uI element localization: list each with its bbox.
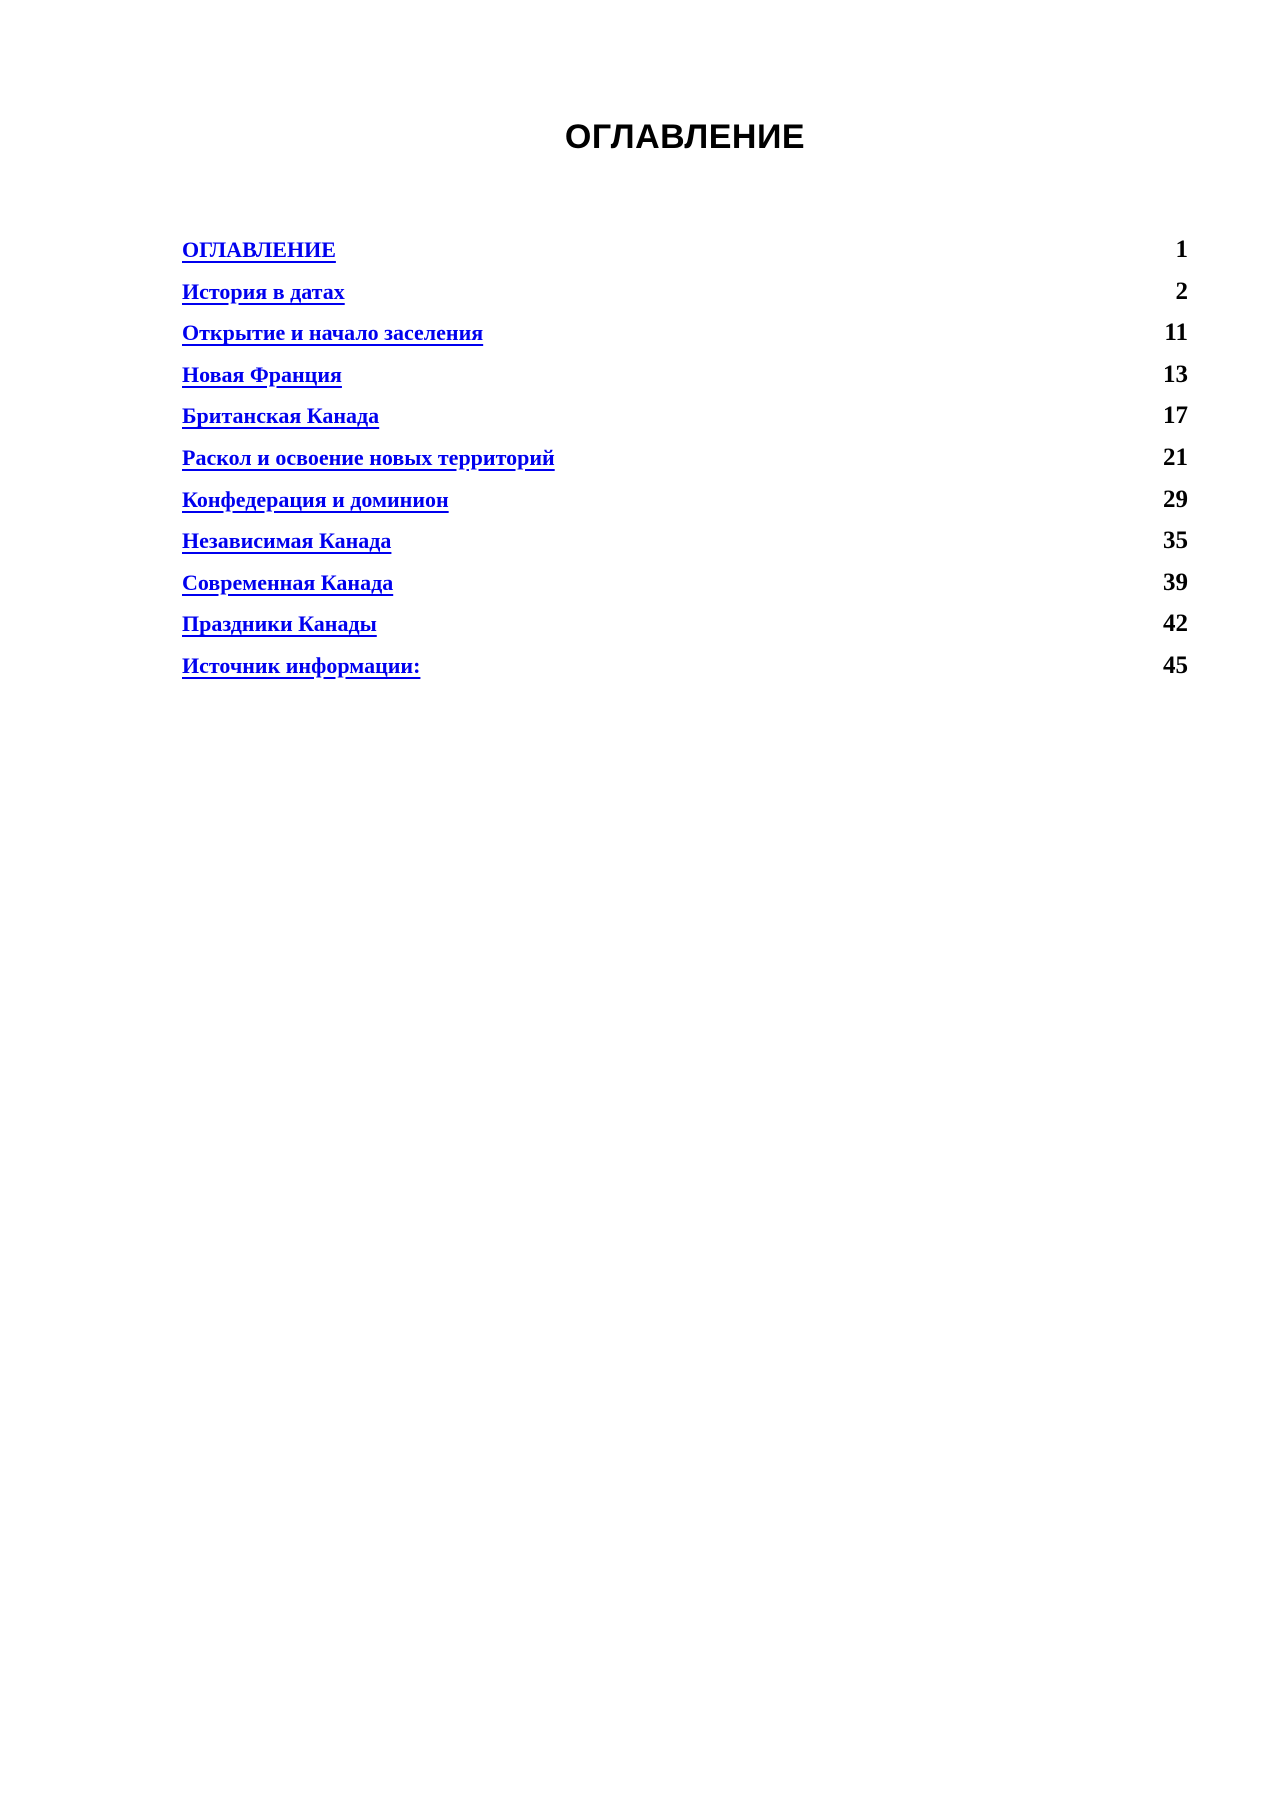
toc-link[interactable]: ОГЛАВЛЕНИЕ	[182, 237, 336, 262]
toc-page-number: 2	[1175, 277, 1188, 305]
toc-entry	[182, 361, 1188, 403]
toc-page-number: 11	[1164, 319, 1188, 347]
toc-entry	[182, 569, 1188, 611]
table-of-contents	[182, 236, 1188, 694]
toc-page-number: 13	[1163, 360, 1188, 388]
toc-link[interactable]: Праздники Канады	[182, 611, 377, 637]
toc-entry	[182, 486, 1188, 528]
toc-page-number: 17	[1163, 402, 1188, 430]
toc-link[interactable]: Раскол и освоение новых территорий	[182, 444, 555, 470]
toc-link[interactable]: Независимая Канада	[182, 528, 392, 554]
toc-page-number: 42	[1163, 610, 1188, 638]
toc-link[interactable]: Конфедерация и доминион	[182, 486, 449, 512]
toc-page-number: 21	[1163, 443, 1188, 471]
page-title: ОГЛАВЛЕНИЕ	[564, 118, 806, 156]
toc-entry	[182, 319, 1188, 361]
toc-page-number: 1	[1175, 236, 1188, 263]
toc-page-number: 39	[1163, 568, 1188, 596]
toc-page-number: 29	[1163, 485, 1188, 513]
toc-entry	[182, 610, 1188, 652]
toc-entry	[182, 402, 1188, 444]
toc-entry	[182, 444, 1188, 486]
toc-link[interactable]: Британская Канада	[182, 403, 380, 429]
toc-entry	[182, 527, 1188, 569]
toc-entry	[182, 278, 1188, 320]
toc-link[interactable]: Современная Канада	[182, 569, 394, 595]
toc-link[interactable]: Источник информации:	[182, 652, 421, 678]
toc-entry	[182, 652, 1188, 694]
toc-link[interactable]: История в датах	[182, 278, 345, 304]
toc-entry	[182, 236, 1188, 278]
toc-link[interactable]: Открытие и начало заселения	[182, 320, 484, 346]
toc-page-number: 45	[1163, 651, 1188, 679]
toc-page-number: 35	[1163, 527, 1188, 555]
toc-link[interactable]: Новая Франция	[182, 361, 342, 387]
